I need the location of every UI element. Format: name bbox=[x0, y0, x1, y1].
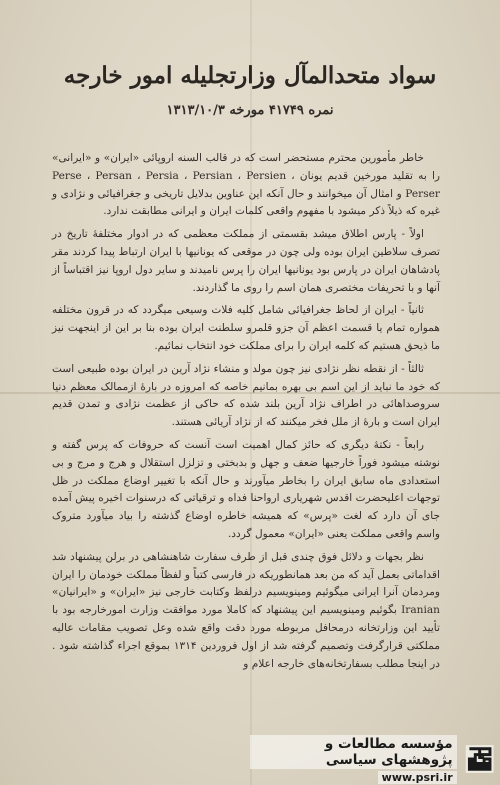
paragraph-fourth: رابعاً - نکتهٔ دیگری که حائز کمال اهمیت است آنست که حروفات که پرس گفته و نوشته میشود فوراً خارجیها ضعف و جهل و بدبختی و تزلزل استقلال و هرج و مرج و بی استعدادی ماه سابق ایران را بخاطر میآورند و حال آنکه با تغییر اوضاع مملکت در ظل توجهات اعلیحضرت اقدس شهریاری ارواحنا فداه و ترقیاتی که درسنوات اخیره پیش آمده جای آن دارد که لغت «پرس» که همیشه خاطره اوضاع گذشته را بیاد میآورد متروک واسم واقعی مملکت یعنی «ایران» معمول گردد. bbox=[52, 438, 440, 540]
paragraph-second: ثانیاً - ایران از لحاظ جغرافیائی شامل کلیه فلات وسیعی میگردد که در قرون مختلفه همواره تمام یا قسمت اعظم آن جزو قلمرو سلطنت ایران بوده بنا بر این از اینجهت نیز ما ذیحق هستیم که کلمه ایران را برای مملکت خود انتخاب نمائیم. bbox=[52, 304, 440, 352]
institute-name: مؤسسه مطالعات و پژوهشهای سیاسی bbox=[250, 735, 457, 769]
institute-watermark bbox=[250, 733, 500, 785]
paragraph-intro: خاطر مأمورین محترم مستحضر است که در قالب السنه اروپائی «ایران» و «ایرانی» را به تقلید مورخین قدیم یونان Perse ، Persan ، Persia ، Persian ، Persien ، Perser و امثال آن میخوانند و حال آنکه این عناوین بدلایل تاریخی و جغرافیائی و نژادی و غیره که ذیلاً ذکر میشود با مفهوم واقعی کلمات ایران و ایرانی مطابقت ندارد. bbox=[52, 152, 440, 218]
paragraph-third: ثالثاً - از نقطه نظر نژادی نیز چون مولد و منشاء نژاد آرین در ایران بوده طبیعی است که خود ما نباید از این اسم بی بهره بمانیم خاصه که امروزه در بارهٔ ازممالک معظم دنیا سروصداهائی در اطراف نژاد آرین بلند شده که حاکی از عظمت نژادی و تمدن قدیم ایران است و بارهٔ از ملل فخر میکنند که از نژاد آریائی هستند. bbox=[52, 362, 440, 429]
document-reference: نمره ۴۱۷۴۹ مورخه ۱۳۱۳/۱۰/۳ bbox=[166, 103, 334, 118]
watermark-text bbox=[250, 735, 457, 784]
document-title: سواد متحدالمآل وزارتجلیله امور خارجه bbox=[63, 62, 437, 89]
paragraph-conclusion: نظر بجهات و دلائل فوق چندی قبل از طرف سفارت شاهنشاهی در برلن پیشنهاد شد اقداماتی بعمل آید که من بعد همانطوریکه در فارسی کتباً و لفظاً مملکت خودمان را ایران ومردمان آنرا ایرانی میگوئیم ومینویسیم درلفظ وکتابت خارجی نیز «ایران» و «ایرانیان» Iranian بگوئیم ومینویسیم این پیشنهاد که کاملا مورد موافقت وزارت امورخارجه بود با تأیید این وزارتخانه درمحافل مربوطه مورد دقت واقع شده وعل تصویب مقامات عالیه مملکتی قرارگرفت وتصمیم گرفته شد از اول فروردین ۱۳۱۴ بموقع اجراء گذاشته شود . در اینجا مطلب بسفارتخانه‌های خارجه اعلام و bbox=[52, 550, 440, 670]
document-body bbox=[52, 150, 440, 678]
psri-knot-logo-icon bbox=[465, 740, 494, 778]
paragraph-first: اولاً - پارس اطلاق میشد بقسمتی از مملکت معظمی که در ادوار مختلفهٔ تاریخ در تصرف سلاطین ایران بوده ولی چون در موقعی که یونانیها با ایران ارتباط پیدا کردند مقر پادشاهان ایران در پارس بود یونانیها ایران را پرس نامیدند و سایر دول اروپا نیز اقتباساً از آنها و با تحریفات مختصری همان اسم را روی ما گذاردند. bbox=[52, 228, 440, 294]
institute-url: www.psri.ir bbox=[378, 771, 457, 784]
